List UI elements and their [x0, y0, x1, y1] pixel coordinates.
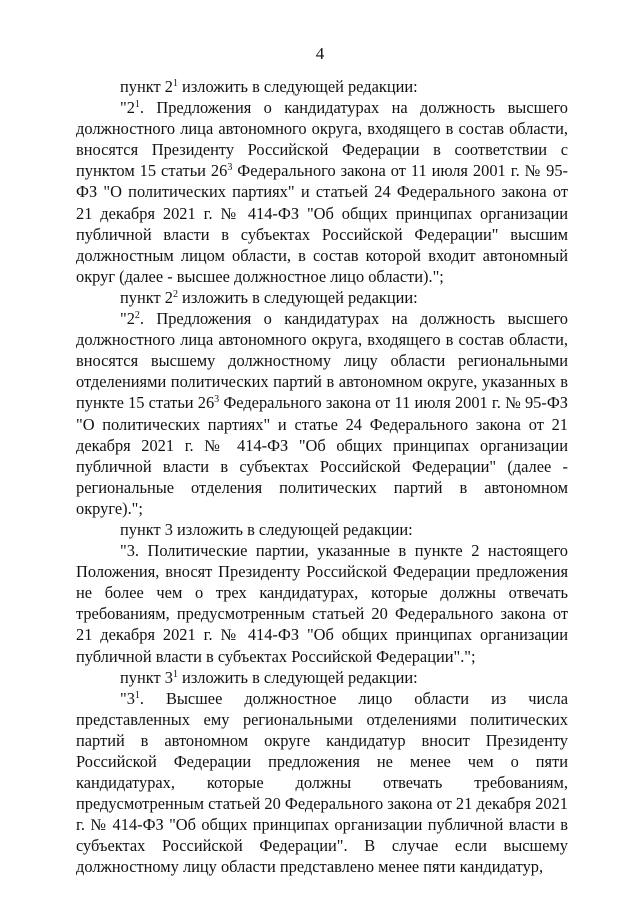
amendment-text: "$3^1$. Высшее должностное лицо области из числа представленных ему региональными отделениями политических партий в автономном округе кандидатур вносит Президенту Российской Федерации предложения не менее чем о пяти кандидатурах, которые должны отвечать требованиям, предусмотренным статьей 20 Федерального закона от 21 декабря 2021 г. № 414-ФЗ "Об общих принципах организации публичной власти в субъектах Российской Федерации". В случае если высшему должностному лицу области представлено менее пяти кандидатур, [76, 688, 568, 877]
amendment-instruction: пункт $2^2$ изложить в следующей редакции: [120, 287, 418, 307]
amendment-instruction: пункт 3 изложить в следующей редакции: [120, 519, 413, 539]
amendment-instruction: пункт $3^1$ изложить в следующей редакции: [120, 667, 418, 687]
amendment-instruction: пункт $2^1$ изложить в следующей редакции: [120, 77, 418, 96]
page-number: 4 [315, 44, 325, 63]
amendment-text: "3. Политические партии, указанные в пункте 2 настоящего Положения, вносят Президенту Российской Федерации предложения не более чем о трех кандидатурах, которые должны отвечать требованиям, предусмотренным статьей 20 Федерального закона от 21 декабря 2021 г. № 414-ФЗ "Об общих принципах организации публичной власти в субъектах Российской Федерации"."; [76, 541, 568, 666]
document-body [76, 76, 568, 878]
amendment-text: "$2^1$. Предложения о кандидатурах на должность высшего должностного лица автономного округа, входящего в состав области, вносятся Президенту Российской Федерации в соответствии с пунктом 15 статьи $26^3$ Федерального закона от 11 июля 2001 г. № 95-ФЗ "О политических партиях" и статьей 24 Федерального закона от 21 декабря 2021 г. № 414-ФЗ "Об общих принципах организации публичной власти в субъектах Российской Федерации" высшим должностным лицом области, в состав которой входит автономный округ (далее - высшее должностное лицо области)."; [76, 98, 568, 286]
amendment-text: "$2^2$. Предложения о кандидатурах на должность высшего должностного лица автономного округа, входящего в состав области, вносятся высшему должностному лицу области региональными отделениями политических партий в автономном округе, указанных в пункте 15 статьи $26^3$ Федерального закона от 11 июля 2001 г. № 95-ФЗ "О политических партиях" и статье 24 Федерального закона от 21 декабря 2021 г. № 414-ФЗ "Об общих принципах организации публичной власти в субъектах Российской Федерации" (далее - региональные отделения политических партий в автономном округе)."; [76, 309, 568, 518]
